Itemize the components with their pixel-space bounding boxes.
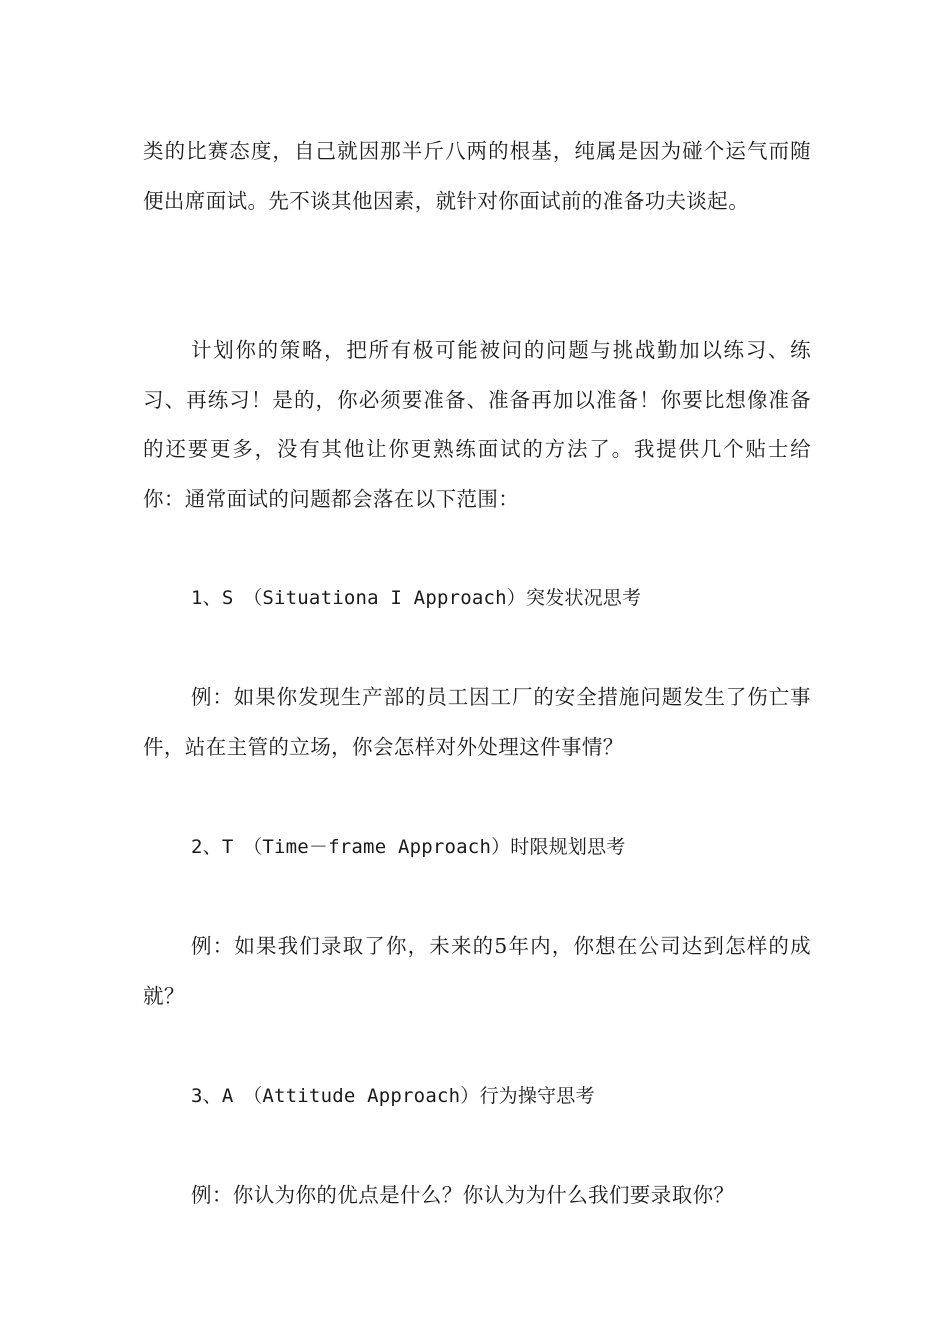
item-1-example: 例：如果你发现生产部的员工因工厂的安全措施问题发生了伤亡事件，站在主管的立场，你会怎样对外处理这件事情？: [143, 685, 811, 759]
item-2-heading: 2、T （Time－frame Approach）时限规划思考: [191, 836, 626, 858]
item-3-example: 例：你认为你的优点是什么？你认为为什么我们要录取你？: [191, 1183, 735, 1207]
item-2-example: 例：如果我们录取了你，未来的5年内，你想在公司达到怎样的成就？: [143, 934, 811, 1008]
paragraph-intro-continued: 类的比赛态度，自己就因那半斤八两的根基，纯属是因为碰个运气而随便出席面试。先不谈其他因素，就针对你面试前的准备功夫谈起。: [143, 139, 811, 213]
item-1-heading: 1、S （Situationa I Approach）突发状况思考: [191, 587, 642, 609]
paragraph-strategy: 计划你的策略，把所有极可能被问的问题与挑战勤加以练习、练习、再练习！是的，你必须要准备、准备再加以准备！你要比想像准备的还要更多，没有其他让你更熟练面试的方法了。我提供几个贴士给你：通常面试的问题都会落在以下范围：: [143, 338, 811, 511]
item-3-heading: 3、A （Attitude Approach）行为操守思考: [191, 1085, 595, 1107]
